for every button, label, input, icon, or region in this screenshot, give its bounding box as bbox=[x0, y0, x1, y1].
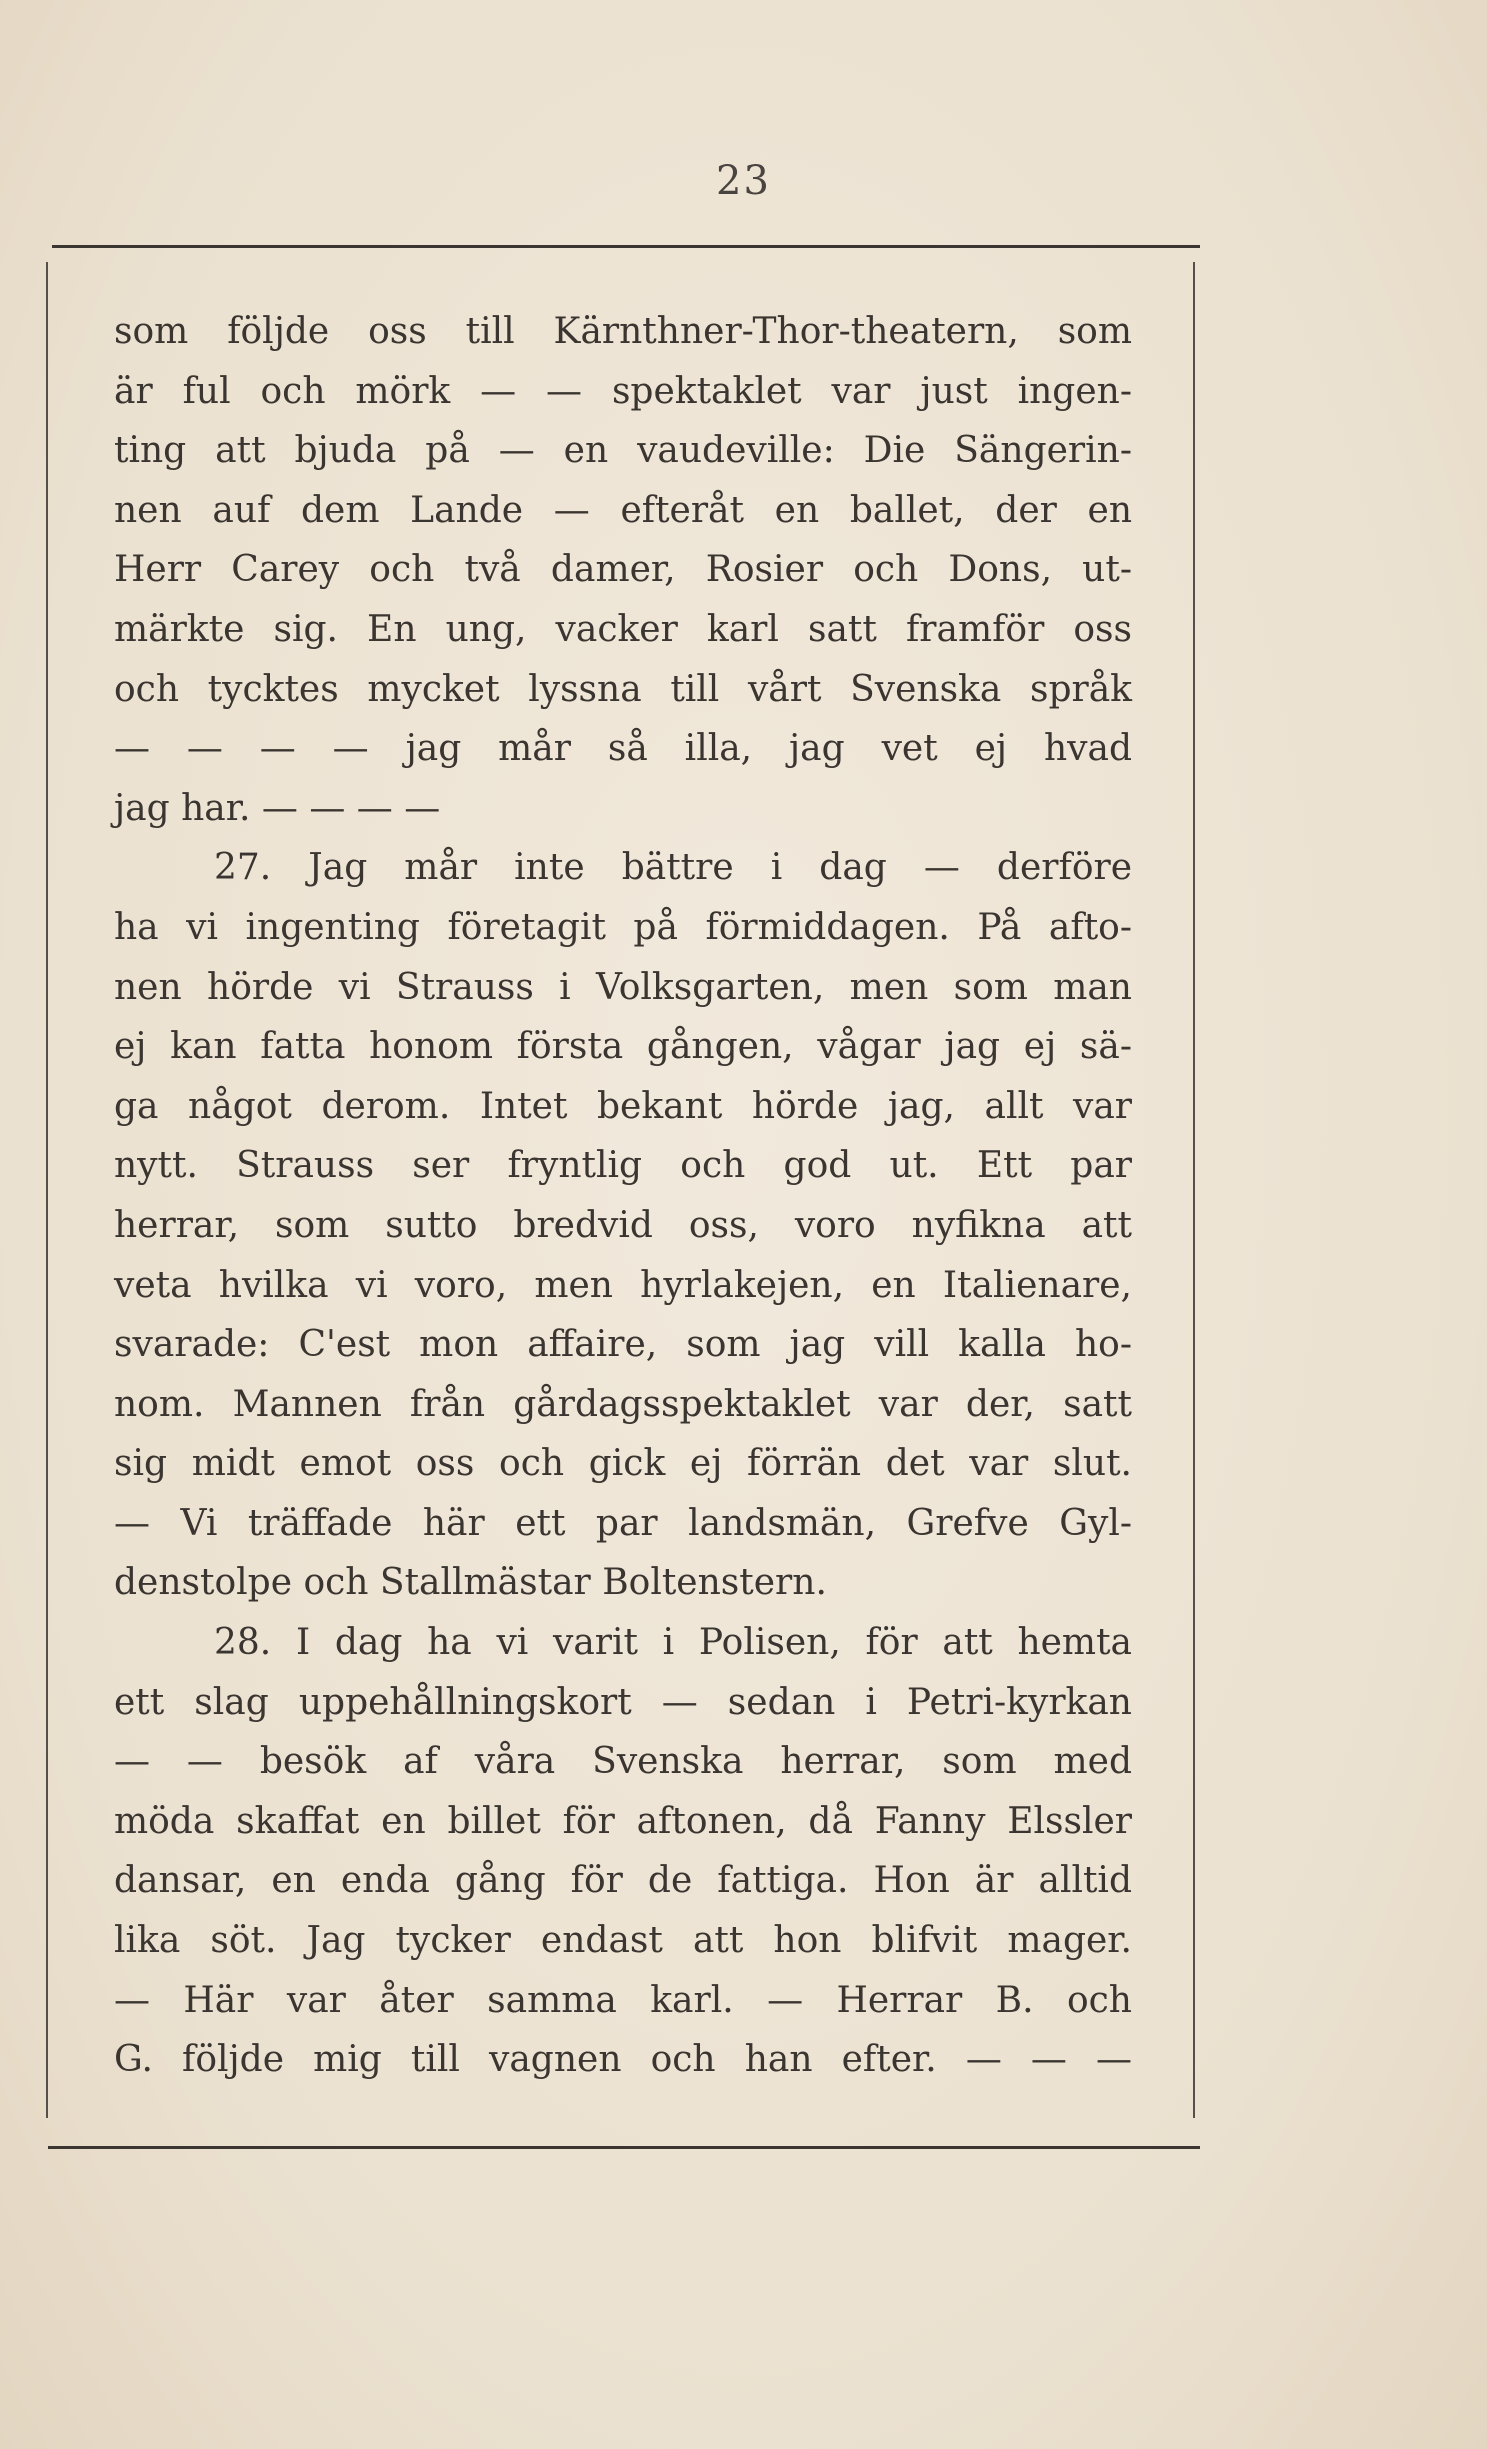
text-line: denstolpe och Stallmästar Boltenstern. bbox=[114, 1562, 827, 1604]
text-line: ha vi ingenting företagit på förmiddagen. På afto- bbox=[114, 906, 1132, 948]
text-line: ej kan fatta honom första gången, vågar jag ej sä- bbox=[114, 1026, 1132, 1068]
text-line: jag har. — — — — bbox=[114, 787, 441, 829]
text-line: — — — — jag mår så illa, jag vet ej hvad bbox=[114, 728, 1132, 770]
text-line: 27. Jag mår inte bättre i dag — derföre bbox=[214, 847, 1132, 889]
text-line: 28. I dag ha vi varit i Polisen, för att hemta bbox=[214, 1622, 1132, 1664]
text-line: som följde oss till Kärnthner-Thor-theatern, som bbox=[114, 311, 1132, 352]
frame-right-border bbox=[1193, 262, 1195, 2118]
text-line: ga något derom. Intet bekant hörde jag, allt var bbox=[114, 1085, 1132, 1127]
text-line: ett slag uppehållningskort — sedan i Petri-kyrkan bbox=[114, 1681, 1132, 1723]
frame-left-border bbox=[46, 262, 48, 2118]
text-line: lika söt. Jag tycker endast att hon blifvit mager. bbox=[114, 1920, 1132, 1962]
text-line: svarade: C'est mon affaire, som jag vill kalla ho- bbox=[114, 1324, 1132, 1366]
text-line: — Här var åter samma karl. — Herrar B. och bbox=[114, 1979, 1132, 2021]
text-line: är ful och mörk — — spektaklet var just ingen- bbox=[114, 370, 1132, 412]
bottom-rule bbox=[48, 2146, 1200, 2149]
text-line: dansar, en enda gång för de fattiga. Hon är alltid bbox=[114, 1860, 1132, 1902]
text-line: märkte sig. En ung, vacker karl satt framför oss bbox=[114, 608, 1132, 650]
text-line: — — besök af våra Svenska herrar, som med bbox=[114, 1741, 1132, 1783]
page-number: 23 bbox=[716, 158, 771, 204]
text-line: nen auf dem Lande — efteråt en ballet, der en bbox=[114, 489, 1132, 531]
text-line: nytt. Strauss ser fryntlig och god ut. Ett par bbox=[114, 1145, 1132, 1187]
text-line: nen hörde vi Strauss i Volksgarten, men som man bbox=[114, 966, 1132, 1008]
text-line: veta hvilka vi voro, men hyrlakejen, en Italienare, bbox=[114, 1264, 1132, 1306]
text-line: sig midt emot oss och gick ej förrän det var slut. bbox=[114, 1443, 1132, 1485]
body-text bbox=[114, 302, 1132, 2090]
top-rule bbox=[52, 245, 1200, 248]
text-line: G. följde mig till vagnen och han efter. — — — bbox=[114, 2039, 1132, 2081]
text-line: nom. Mannen från gårdagsspektaklet var der, satt bbox=[114, 1383, 1132, 1425]
text-line: och tycktes mycket lyssna till vårt Svenska språk bbox=[114, 668, 1132, 710]
text-line: möda skaffat en billet för aftonen, då Fanny Elssler bbox=[114, 1800, 1132, 1842]
text-line: ting att bjuda på — en vaudeville: Die Sängerin- bbox=[114, 430, 1132, 472]
text-line: herrar, som sutto bredvid oss, voro nyfikna att bbox=[114, 1204, 1132, 1246]
text-line: — Vi träffade här ett par landsmän, Grefve Gyl- bbox=[114, 1502, 1132, 1544]
text-line: Herr Carey och två damer, Rosier och Dons, ut- bbox=[114, 549, 1132, 591]
